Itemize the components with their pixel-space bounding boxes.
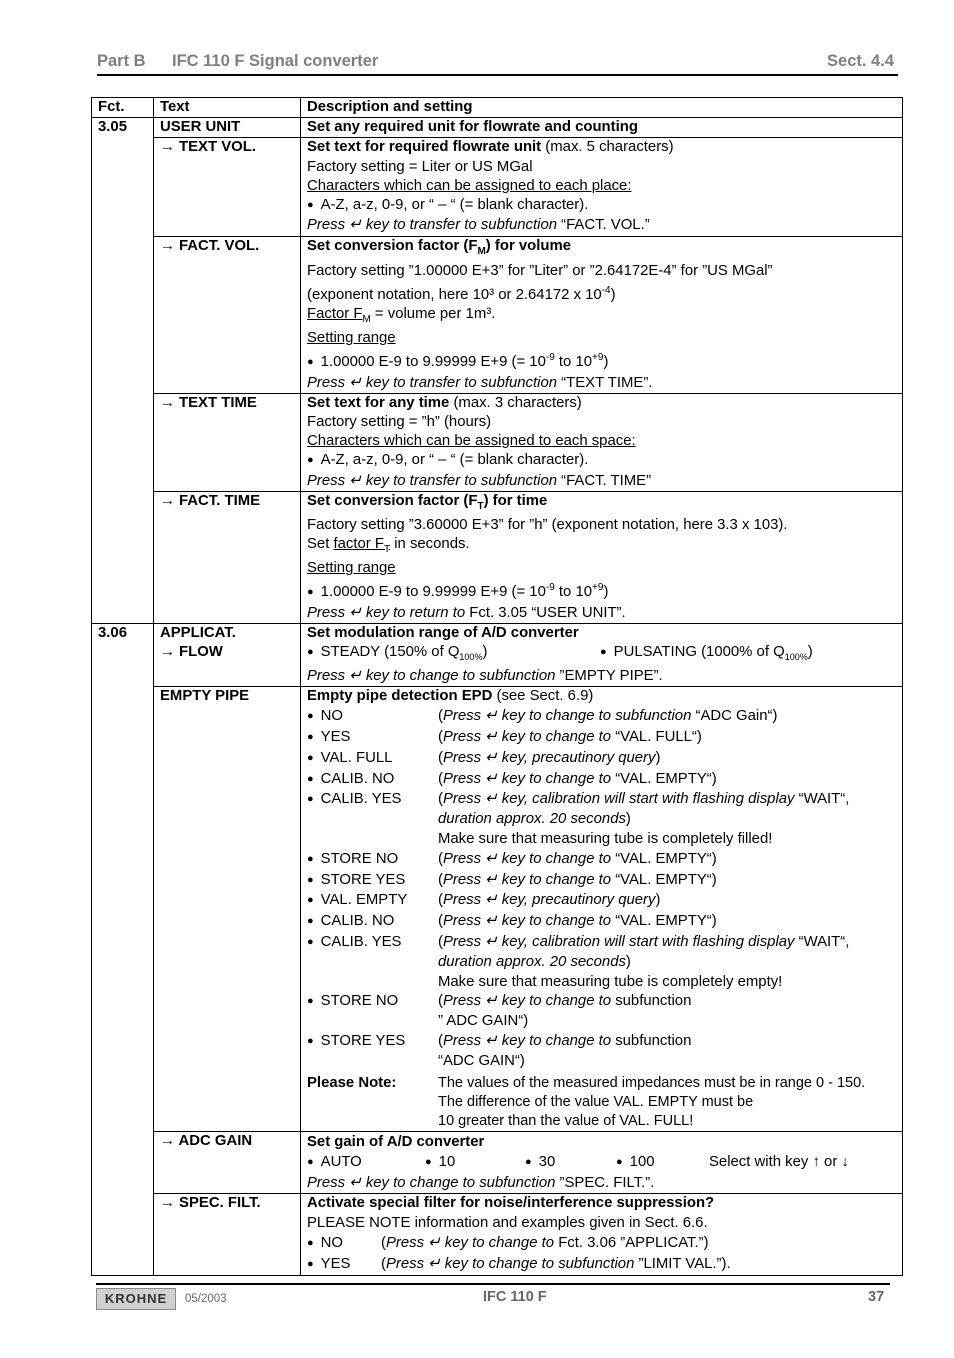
epd-option: ● YES (Press ↵ key to change to “VAL. FULL“) [307, 728, 896, 749]
epd-option-label: ● VAL. FULL [307, 749, 438, 770]
col-header-fct: Fct. [92, 98, 154, 118]
col-header-text: Text [154, 98, 301, 118]
table-header-row [92, 98, 903, 118]
epd-option: ● CALIB. NO (Press ↵ key to change to “VAL. EMPTY“) [307, 770, 896, 791]
desc-text-vol: Set text for required flowrate unit (max. 5 characters) Factory setting = Liter or US MGal Characters which can be assigned to each place: ● A-Z, a-z, 0-9, or “ – “ (= blank character). Press ↵ key to transfer to subfunction “FACT. VOL.” [301, 138, 903, 237]
text-spec-filt: → SPEC. FILT. [154, 1194, 301, 1276]
krohne-logo: KROHNE [96, 1288, 176, 1310]
text-user-unit: USER UNIT [154, 118, 301, 138]
header-rule [97, 74, 898, 76]
desc-text-time: Set text for any time (max. 3 characters) Factory setting = ”h” (hours) Characters which can be assigned to each space: ● A-Z, a-z, 0-9, or “ – “ (= blank character). Press ↵ key to transfer to subfunction “FACT. TIME” [301, 393, 903, 491]
epd-option: ● CALIB. YES (Press ↵ key, calibration will start with flashing display “WAIT“, duration approx. 20 seconds) Make sure that measuring tube is completely empty! [307, 933, 896, 992]
fct-3-06: 3.06 [92, 623, 154, 1276]
epd-option: ● CALIB. YES (Press ↵ key, calibration will start with flashing display “WAIT“, duration approx. 20 seconds) Make sure that measuring tube is completely filled! [307, 790, 896, 849]
fct-3-05: 3.05 [92, 118, 154, 624]
epd-option-label: ● STORE NO [307, 992, 438, 1032]
header-title: IFC 110 F Signal converter [172, 52, 379, 70]
table-row-text-time [92, 393, 903, 491]
epd-option-label: ● NO [307, 707, 438, 728]
epd-option: ● STORE YES (Press ↵ key to change to “VAL. EMPTY“) [307, 871, 896, 892]
epd-option: ● NO (Press ↵ key to change to subfunction “ADC Gain“) [307, 707, 896, 728]
footer-date: 05/2003 [185, 1293, 227, 1305]
header-section: Sect. 4.4 [827, 52, 894, 70]
epd-option-label: ● CALIB. NO [307, 912, 438, 933]
function-table [91, 97, 903, 1276]
text-fact-vol: → FACT. VOL. [154, 237, 301, 393]
desc-user-unit: Set any required unit for flowrate and counting [301, 118, 903, 138]
epd-option-label: ● STORE NO [307, 850, 438, 871]
table-row-3-06 [92, 623, 903, 687]
text-adc-gain: → ADC GAIN [154, 1132, 301, 1194]
desc-spec-filt: Activate special filter for noise/interference suppression? PLEASE NOTE information and examples given in Sect. 6.6. ● NO (Press ↵ key to change to Fct. 3.06 ”APPLICAT.”) ● YES (Press ↵ key to change to subfunction ”LIMIT VAL.”). [301, 1194, 903, 1276]
epd-option-label: ● STORE YES [307, 1032, 438, 1072]
text-text-time: → TEXT TIME [154, 393, 301, 491]
table-row-3-05 [92, 118, 903, 138]
header-part: Part B [97, 52, 146, 70]
epd-option-label: ● CALIB. NO [307, 770, 438, 791]
footer-doc: IFC 110 F [483, 1289, 547, 1305]
epd-option: ● STORE NO (Press ↵ key to change to “VAL. EMPTY“) [307, 850, 896, 871]
epd-option: ● CALIB. NO (Press ↵ key to change to “VAL. EMPTY“) [307, 912, 896, 933]
table-row-text-vol [92, 138, 903, 237]
table-row-adc-gain [92, 1132, 903, 1194]
page-header [97, 52, 894, 72]
desc-applicat: Set modulation range of A/D converter ● STEADY (150% of $Q_{100\%})●$ PULSATING (1000% of $Q_{100\%}$) Press ↵ key to change to subfunction ”EMPTY PIPE”. [301, 623, 903, 687]
table-row-fact-vol [92, 237, 903, 393]
epd-option-label: ● VAL. EMPTY [307, 891, 438, 912]
table-row-spec-filt [92, 1194, 903, 1276]
epd-option-label: ● STORE YES [307, 871, 438, 892]
page-number: 37 [868, 1289, 885, 1305]
epd-please-note: Please Note: The values of the measured impedances must be in range 0 - 150. The difference of the value VAL. EMPTY must be 10 greater than the value of VAL. FULL! [307, 1074, 866, 1129]
epd-option: ● VAL. FULL (Press ↵ key, precautinory query) [307, 749, 896, 770]
epd-option-label: ● CALIB. YES [307, 933, 438, 992]
text-empty-pipe: EMPTY PIPE [154, 687, 301, 1132]
epd-option-list [307, 707, 896, 1071]
epd-option-label: ● CALIB. YES [307, 790, 438, 849]
text-text-vol: → TEXT VOL. [154, 138, 301, 237]
desc-adc-gain: Set gain of A/D converter ● AUTO● 10● 30● 100 Select with key ↑ or ↓ Press ↵ key to change to subfunction ”SPEC. FILT.”. [301, 1132, 903, 1194]
epd-option: ● VAL. EMPTY (Press ↵ key, precautinory query) [307, 891, 896, 912]
epd-option-label: ● YES [307, 728, 438, 749]
table-row-empty-pipe [92, 687, 903, 1132]
text-fact-time: → FACT. TIME [154, 491, 301, 623]
desc-fact-vol: Set conversion factor $(F_M)$ for volume Factory setting ”1.00000 E+3” for ”Liter” or ”2.64172E-4” for ”US MGal” (exponent notation, here 10³ or 2.64172 x $10^{-4}$) Factor $F_M$ = volume per 1m³. Setting range ● 1.00000 E-9 to 9.99999 E+9 (= $10^{-9}$ to $10^{+9}$) Press ↵ key to transfer to subfunction “TEXT TIME”. [301, 237, 903, 393]
epd-option: ● STORE NO (Press ↵ key to change to subfunction ” ADC GAIN“) [307, 992, 896, 1032]
table-row-fact-time [92, 491, 903, 623]
col-header-desc: Description and setting [301, 98, 903, 118]
footer-rule [96, 1283, 890, 1285]
text-applicat: APPLICAT. → FLOW [154, 623, 301, 687]
epd-option: ● STORE YES (Press ↵ key to change to subfunction “ADC GAIN“) [307, 1032, 896, 1072]
desc-fact-time: Set conversion factor $(F_T)$ for time Factory setting ”3.60000 E+3” for ”h” (exponent notation, here 3.3 x 103). Set factor $F_T$ in seconds. Setting range ● 1.00000 E-9 to 9.99999 E+9 (= $10^{-9}$ to $10^{+9}$) Press ↵ key to return to Fct. 3.05 “USER UNIT”. [301, 491, 903, 623]
desc-empty-pipe: Empty pipe detection EPD (see Sect. 6.9) ● NO (Press ↵ key to change to subfunction “ADC Gain“) ● YES (Press ↵ key to change to “VAL. FULL“) ● VAL. FULL (Press ↵ key, precautinory query) ● CALIB. NO (Press ↵ key to change to “VAL. EMPTY“) ● CALIB. YES (Press ↵ key, calibration will start with flashing display “WAIT“, duration approx. 20 seconds) Make sure that measuring tube is completely filled! ● STORE NO (Press ↵ key to change to “VAL. EMPTY“) ● STORE YES (Press ↵ key to change to “VAL. EMPTY“) ● VAL. EMPTY (Press ↵ key, precautinory query) ● CALIB. NO (Press ↵ key to change to “VAL. EMPTY“) ● CALIB. YES (Press ↵ key, calibration will start with flashing display “WAIT“, duration approx. 20 seconds) Make sure that measuring tube is completely empty! ● STORE NO (Press ↵ key to change to subfunction ” ADC GAIN“) ● STORE YES (Press ↵ key to change to subfunction “ADC GAIN“) Please Note: The values of the measured impedances must be in range 0 - 150. The difference of the value VAL. EMPTY must be 10 greater than the value of VAL. FULL! [301, 687, 903, 1132]
